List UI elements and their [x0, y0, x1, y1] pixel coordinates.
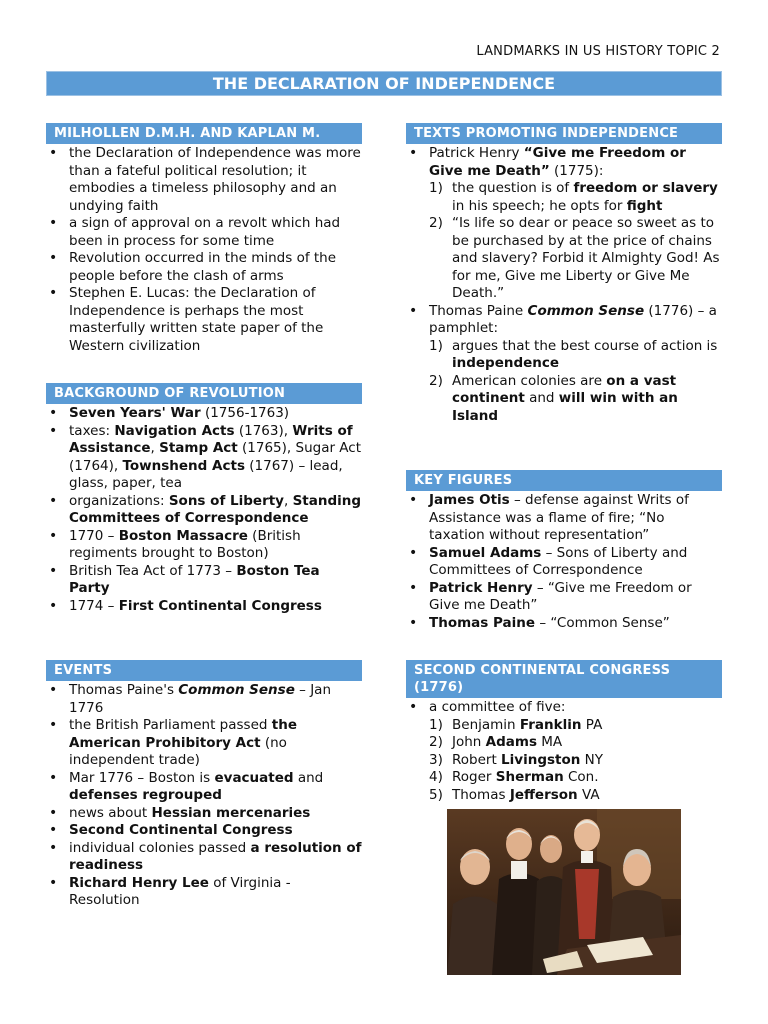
- text: (no independent trade): [69, 734, 287, 768]
- last-name: Adams: [485, 734, 537, 750]
- milhollen-list: [46, 145, 362, 355]
- text: of Virginia - Resolution: [69, 874, 291, 908]
- bold-term: a resolution of readiness: [69, 839, 362, 873]
- committee-member: [429, 787, 722, 805]
- background-list: [46, 405, 362, 615]
- bold-term: Boston Tea Party: [69, 562, 320, 596]
- first-name: John: [452, 734, 486, 750]
- first-name: Benjamin: [452, 716, 520, 733]
- list-item: [46, 598, 362, 616]
- bold-term: defenses regrouped: [69, 787, 222, 803]
- henry-sublist: [429, 180, 722, 303]
- list-item: [406, 580, 722, 615]
- bold-term: Townshend Acts: [122, 457, 245, 474]
- item-number: 4): [429, 769, 443, 785]
- item-number: 2): [429, 372, 443, 389]
- state: VA: [577, 786, 600, 803]
- list-item: • Stephen E. Lucas: the Declaration of Independence is perhaps the most masterfully written state paper of the Western civilization: [46, 285, 362, 355]
- state: PA: [581, 716, 603, 733]
- events-section: [46, 660, 362, 910]
- painting-illustration: [447, 809, 681, 975]
- list-item: [46, 840, 362, 875]
- bold-term: the American Prohibitory Act: [69, 717, 297, 751]
- text: ,: [283, 492, 293, 509]
- text: – Jan 1776: [69, 682, 332, 716]
- text: American colonies are: [452, 372, 607, 389]
- item-number: 2): [429, 734, 443, 750]
- first-name: Thomas: [452, 786, 510, 803]
- bold-term: Writs of Assistance: [69, 422, 353, 456]
- background-heading: BACKGROUND OF REVOLUTION: [46, 383, 362, 404]
- text: in his speech; he opts for: [452, 197, 627, 214]
- text: Thomas Paine's: [69, 682, 179, 698]
- text: (1775):: [549, 162, 604, 179]
- events-heading: EVENTS: [46, 660, 362, 681]
- text: – defense against Writs of Assistance was a flame of fire; “No taxation without representation”: [429, 492, 689, 543]
- bold-term: James Otis: [429, 492, 510, 508]
- list-item: [46, 405, 362, 423]
- list-item: [406, 699, 722, 804]
- document-topic: LANDMARKS IN US HISTORY TOPIC 2: [476, 44, 720, 59]
- bold-quote: “Give me Freedom or Give me Death”: [429, 145, 686, 179]
- text: a committee of five:: [429, 699, 566, 715]
- committee-list: [429, 717, 722, 805]
- list-item: [406, 303, 722, 426]
- text: and: [524, 390, 559, 406]
- bold-term: Second Continental Congress: [69, 822, 293, 838]
- text: British Tea Act of 1773 –: [69, 562, 237, 579]
- congress-section: [406, 660, 722, 804]
- list-item: • Revolution occurred in the minds of the people before the clash of arms: [46, 250, 362, 285]
- text: Thomas Paine: [429, 302, 528, 319]
- text: (1767) – lead, glass, paper, tea: [69, 457, 343, 491]
- key-figures-heading: KEY FIGURES: [406, 470, 722, 491]
- bold-term: fight: [626, 197, 663, 214]
- item-number: 1): [429, 337, 443, 354]
- text: Mar 1776 – Boston is: [69, 769, 215, 786]
- text: (British regiments brought to Boston): [69, 527, 301, 561]
- text: ,: [150, 440, 160, 456]
- bold-term: Navigation Acts: [114, 422, 235, 439]
- state: MA: [536, 734, 563, 750]
- bold-term: Standing Committees of Correspondence: [69, 492, 362, 526]
- milhollen-heading: MILHOLLEN D.M.H. AND KAPLAN M.: [46, 123, 362, 144]
- bold-term: Thomas Paine: [429, 614, 536, 631]
- list-item: [406, 145, 722, 303]
- sublist-item: [429, 338, 722, 373]
- state: Con.: [563, 769, 599, 785]
- list-item: [46, 423, 362, 493]
- list-item: [46, 717, 362, 770]
- list-item: [46, 528, 362, 563]
- last-name: Sherman: [495, 769, 564, 785]
- item-number: 5): [429, 786, 443, 803]
- text: and: [293, 769, 324, 786]
- item-number: 1): [429, 180, 443, 196]
- committee-member: [429, 769, 722, 787]
- list-item: [46, 563, 362, 598]
- congress-heading: SECOND CONTINENTAL CONGRESS (1776): [406, 660, 722, 698]
- bold-term: independence: [452, 355, 560, 371]
- texts-section: [406, 123, 722, 425]
- text: 1774 –: [69, 597, 119, 614]
- bold-term: Richard Henry Lee: [69, 874, 209, 891]
- bold-term: Hessian mercenaries: [151, 804, 311, 821]
- sublist-item: [429, 373, 722, 426]
- bold-term: First Continental Congress: [118, 597, 322, 614]
- committee-of-five-painting: [447, 809, 681, 975]
- list-item: [46, 682, 362, 717]
- text: taxes:: [69, 422, 115, 439]
- key-figures-list: [406, 492, 722, 632]
- text: – Sons of Liberty and Committees of Correspondence: [429, 544, 688, 578]
- bold-term: Sons of Liberty: [168, 492, 284, 509]
- item-number: 1): [429, 716, 443, 733]
- text: the British Parliament passed: [69, 717, 272, 733]
- item-number: 3): [429, 751, 443, 768]
- text: news about: [69, 804, 152, 821]
- text: (1776) – a pamphlet:: [429, 302, 717, 336]
- events-list: [46, 682, 362, 910]
- text: individual colonies passed: [69, 839, 251, 856]
- state: NY: [580, 751, 603, 768]
- text: – “Give me Freedom or Give me Death”: [429, 579, 692, 613]
- background-section: [46, 383, 362, 615]
- last-name: Livingston: [501, 751, 581, 768]
- milhollen-section: [46, 123, 362, 355]
- bold-term: will win with an Island: [452, 390, 678, 424]
- text: organizations:: [69, 492, 169, 509]
- texts-heading: TEXTS PROMOTING INDEPENDENCE: [406, 123, 722, 144]
- text: 1770 –: [69, 527, 119, 544]
- first-name: Robert: [452, 751, 502, 768]
- list-item: [406, 492, 722, 545]
- item-number: 2): [429, 215, 443, 231]
- last-name: Jefferson: [509, 786, 578, 803]
- sublist-item: [429, 180, 722, 215]
- bold-term: Boston Massacre: [118, 527, 248, 544]
- bold-term: Seven Years' War: [69, 405, 201, 421]
- bold-term: Samuel Adams: [429, 544, 542, 561]
- list-item: [46, 770, 362, 805]
- list-item: [46, 805, 362, 823]
- last-name: Franklin: [519, 716, 582, 733]
- key-figures-section: [406, 470, 722, 632]
- list-item: • a sign of approval on a revolt which had been in process for some time: [46, 215, 362, 250]
- bold-term: on a vast continent: [452, 372, 677, 406]
- bold-term: freedom or slavery: [573, 180, 718, 196]
- list-item: [46, 493, 362, 528]
- committee-member: [429, 734, 722, 752]
- text: (1756-1763): [200, 405, 290, 421]
- list-item: [406, 615, 722, 633]
- committee-member: [429, 717, 722, 735]
- sublist-item: [429, 215, 722, 303]
- list-item: [406, 545, 722, 580]
- list-item: [46, 875, 362, 910]
- text: (1763),: [234, 422, 293, 439]
- text: – “Common Sense”: [535, 614, 670, 631]
- text: “Is life so dear or peace so sweet as to be purchased by at the price of chains and slavery? Forbid it Almighty God! As for me, Give me Liberty or Give Me Death.”: [452, 215, 720, 301]
- first-name: Roger: [452, 769, 496, 785]
- bold-term: Stamp Act: [159, 440, 238, 456]
- congress-list: [406, 699, 722, 804]
- paine-sublist: [429, 338, 722, 426]
- text: argues that the best course of action is: [452, 337, 718, 354]
- committee-member: [429, 752, 722, 770]
- text: (1765), Sugar Act (1764),: [69, 440, 362, 474]
- list-item: [46, 822, 362, 840]
- list-item: • the Declaration of Independence was more than a fateful political resolution; it embodies a timeless philosophy and an undying faith: [46, 145, 362, 215]
- page-title: THE DECLARATION OF INDEPENDENCE: [46, 71, 722, 96]
- bold-term: evacuated: [214, 769, 294, 786]
- text: Patrick Henry: [429, 145, 524, 161]
- texts-list: [406, 145, 722, 425]
- italic-title: Common Sense: [527, 302, 645, 319]
- text: the question is of: [452, 180, 574, 196]
- bold-term: Patrick Henry: [429, 579, 533, 596]
- italic-title: Common Sense: [178, 682, 295, 698]
